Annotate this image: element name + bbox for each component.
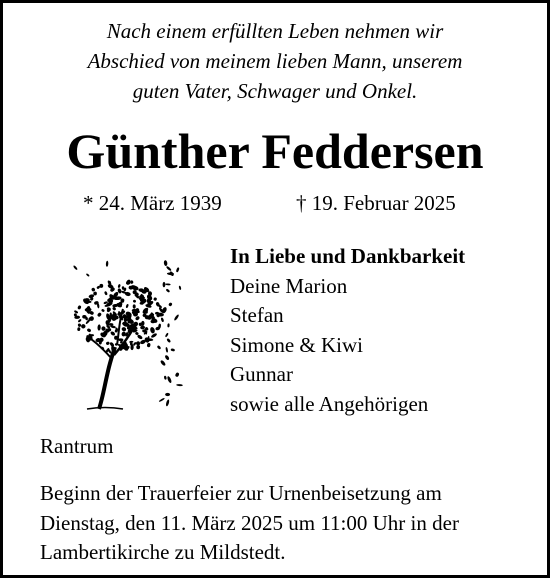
mourner-name: Gunnar	[230, 362, 293, 386]
mourner-name: Simone & Kiwi	[230, 332, 364, 357]
service-info	[40, 479, 540, 568]
service-line: Dienstag, den 11. März 2025 um 11:00 Uhr in der	[40, 510, 459, 535]
intro-line: guten Vater, Schwager und Onkel.	[132, 79, 418, 103]
intro-line: Nach einem erfüllten Leben nehmen wir	[106, 19, 444, 43]
mourner-name: sowie alle Angehörigen	[230, 391, 429, 416]
tree-blowing-leaves-icon	[59, 259, 187, 411]
deceased-name: Günther Feddersen	[66, 123, 484, 179]
service-line: Beginn der Trauerfeier zur Urnenbeisetzung am	[40, 481, 442, 505]
birth-date: * 24. März 1939	[83, 191, 222, 215]
service-line: Lambertikirche zu Mildstedt.	[40, 540, 286, 564]
intro-text	[3, 16, 547, 106]
intro-line: Abschied von meinem lieben Mann, unserem	[87, 49, 463, 73]
mourners-block	[230, 242, 465, 419]
place-name: Rantrum	[40, 434, 114, 458]
mourner-name: Stefan	[230, 303, 284, 327]
mourner-name: Deine Marion	[230, 273, 348, 298]
mourners-heading: In Liebe und Dankbarkeit	[230, 244, 466, 268]
death-date: † 19. Februar 2025	[296, 191, 456, 215]
